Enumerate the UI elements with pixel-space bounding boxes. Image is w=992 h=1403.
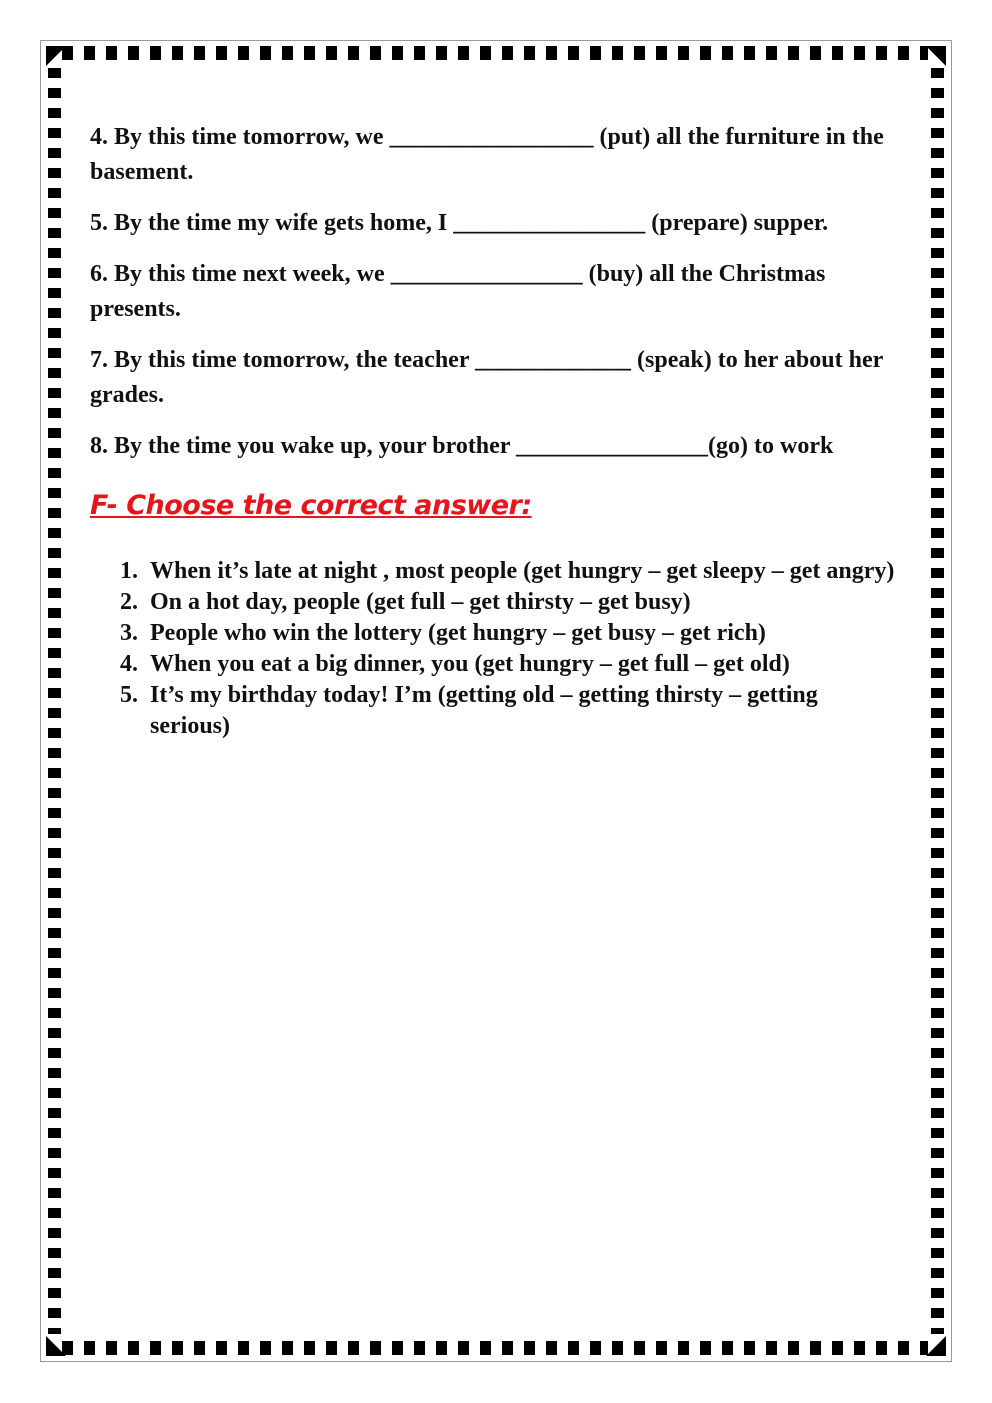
exercise-item-6: 6. By this time next week, we ________________ (buy) all the Christmas presents. — [90, 261, 826, 322]
decorative-border-bottom — [62, 1341, 928, 1355]
section-f-heading: F- Choose the correct answer: — [90, 490, 532, 521]
choice-text: When it’s late at night , most people (get hungry – get sleepy – get angry) — [150, 558, 895, 584]
decorative-border-left — [48, 68, 61, 1334]
choice-number: 5. — [120, 682, 138, 708]
choice-text: It’s my birthday today! I’m (getting old – getting thirsty – getting serious) — [150, 682, 818, 739]
choice-item — [90, 618, 900, 649]
choice-number: 4. — [120, 651, 138, 677]
choice-number: 2. — [120, 589, 138, 615]
border-corner-bottom-left — [46, 1336, 66, 1356]
exercise-item-8: 8. By the time you wake up, your brother ________________(go) to work — [90, 433, 834, 459]
exercise-item-7: 7. By this time tomorrow, the teacher _____________ (speak) to her about her grades. — [90, 347, 883, 408]
border-corner-bottom-right — [926, 1336, 946, 1356]
worksheet-content — [90, 120, 900, 742]
choice-text: On a hot day, people (get full – get thirsty – get busy) — [150, 589, 691, 615]
exercise-item-5: 5. By the time my wife gets home, I ________________ (prepare) supper. — [90, 210, 829, 236]
choice-item — [90, 587, 900, 618]
choice-number: 1. — [120, 558, 138, 584]
choice-number: 3. — [120, 620, 138, 646]
choice-list — [90, 556, 900, 742]
border-corner-top-right — [926, 46, 946, 66]
exercise-item-4: 4. By this time tomorrow, we _________________ (put) all the furniture in the basement. — [90, 124, 884, 185]
choice-item — [90, 680, 900, 742]
border-corner-top-left — [46, 46, 66, 66]
decorative-border-right — [931, 68, 944, 1334]
choice-item — [90, 649, 900, 680]
choice-item — [90, 556, 900, 587]
decorative-border-top — [62, 46, 928, 60]
choice-text: People who win the lottery (get hungry – get busy – get rich) — [150, 620, 766, 646]
choice-text: When you eat a big dinner, you (get hungry – get full – get old) — [150, 651, 790, 677]
